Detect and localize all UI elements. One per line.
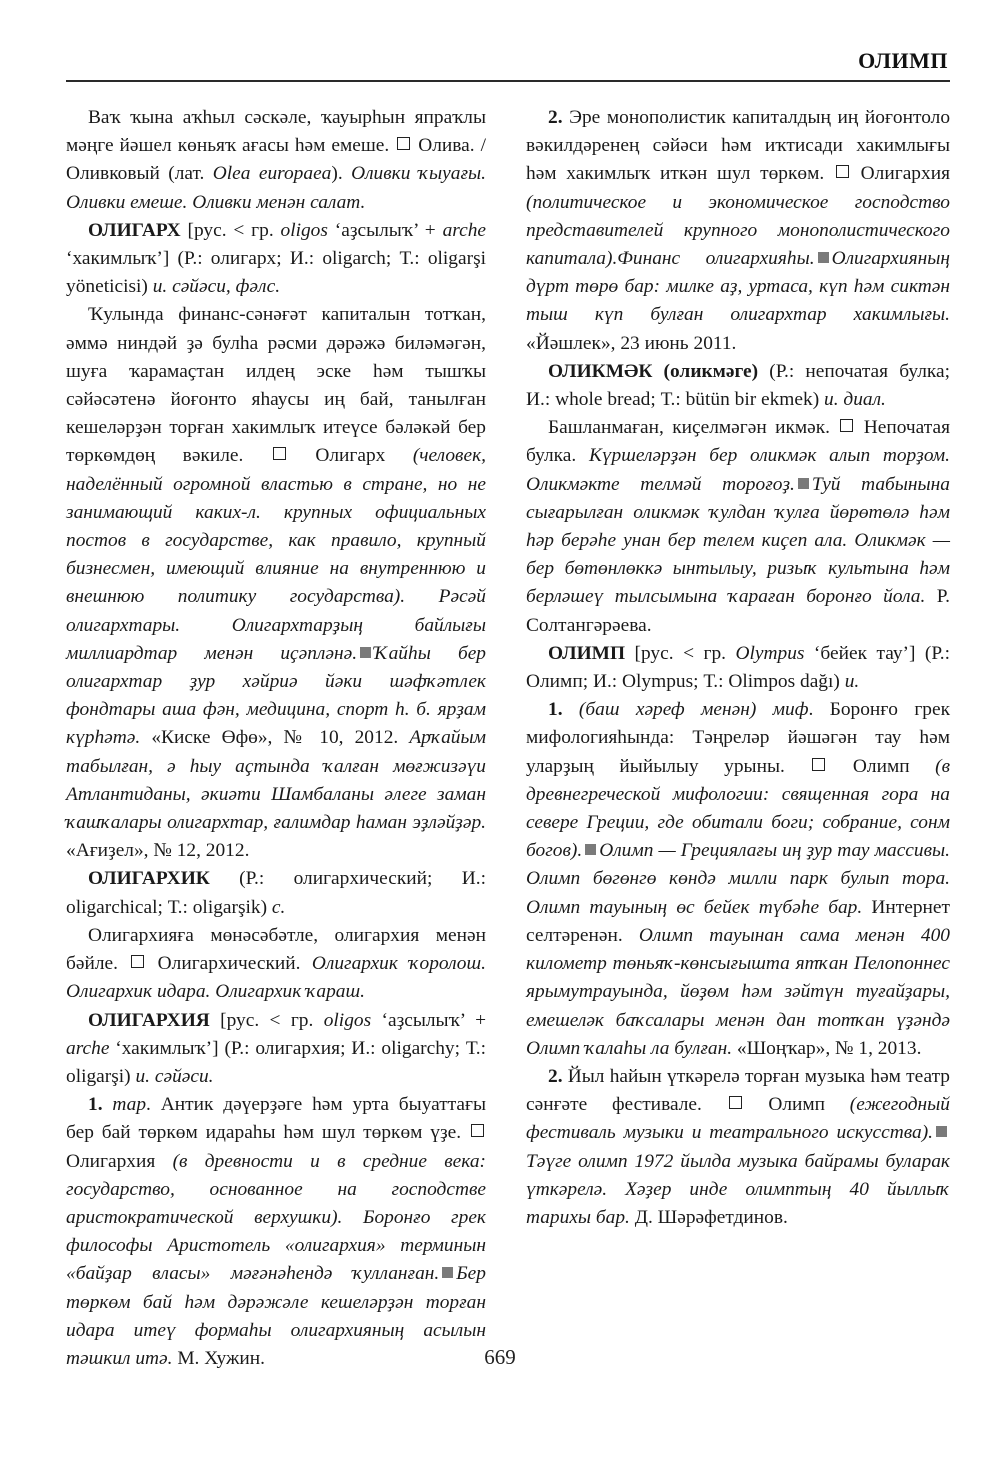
dictionary-paragraph bbox=[526, 104, 950, 358]
russian-equivalent-marker-icon bbox=[273, 447, 286, 460]
text-run: ‘аҙсылыҡ’ + bbox=[371, 1009, 486, 1031]
italic-text: Тәүге олимп 1972 йылда музыка байрамы буларак үткәрелә. Хәҙер инде олимптың 40 йыллыҡ тарихы бар. bbox=[526, 1150, 950, 1228]
russian-equivalent-marker-icon bbox=[131, 955, 144, 968]
running-head: ОЛИМП bbox=[858, 48, 948, 73]
text-run: . Боронғо грек мифологияһында: Тәңреләр йәшәгән тау һәм уларҙың йыйылыу урыны. bbox=[526, 699, 951, 777]
italic-text: Ҡайһы бер олигархтар ҙур хәйриә йәки шәфҡәтлек фондтары аша фән, медицина, спорт һ. б. ярҙам күрһәтә. bbox=[66, 642, 487, 749]
example-marker-icon bbox=[585, 844, 596, 855]
example-marker-icon bbox=[936, 1126, 947, 1137]
text-run: [рус. < гр. bbox=[625, 642, 736, 664]
text-run: ). bbox=[331, 163, 352, 185]
right-column bbox=[526, 104, 950, 1232]
italic-text: (баш хәреф менән) миф bbox=[578, 699, 809, 721]
italic-text: Олигархик ҡоролош. Олигархик идара. Олигархик ҡараш. bbox=[66, 953, 486, 1003]
dictionary-paragraph bbox=[66, 104, 486, 217]
russian-equivalent-marker-icon bbox=[840, 419, 853, 432]
text-run: (Р.: олигархический; И.: oligarchical; Т.: oligarşik) bbox=[66, 868, 486, 918]
text-run: (Р.: непочатая булка; И.: whole bread; Т.: bütün bir ekmek) bbox=[526, 360, 950, 411]
text-run: Д. Шәрәфетдинов. bbox=[629, 1206, 788, 1228]
text-run: ‘хакимлыҡ’] (Р.: олигархия; И.: oligarchy; Т.: oligarşi) bbox=[66, 1037, 486, 1087]
italic-text: (в древности и в средние века: государство, основанное на господстве аристократической верхушки). Боронғо грек философы Аристотель «олигархия» терминын «байҙар власы» мәғәнәһендә ҡулланған. bbox=[66, 1150, 486, 1285]
italic-text: и. диал. bbox=[824, 389, 886, 411]
dictionary-paragraph bbox=[526, 696, 950, 1063]
headword: 1. bbox=[88, 1094, 113, 1116]
italic-text: Олигархияның дүрт төрө бар: милке аҙ, уртаса, күп һәм сиктән тыш күп булған олигархтар хакимлығы. bbox=[526, 248, 950, 326]
italic-text: oligos bbox=[323, 1009, 372, 1031]
italic-text: Туй табынына сығарылған оликмәк ҡулдан ҡулға йөрөтөлә һәм һәр берәһе унан бер телем киҫеп ала. Оликмәк — бер бөтөнлөккә ынтылыу, ризыҡ культына һәм берләшеү тылсымына ҡараған боронғо йола. bbox=[526, 473, 950, 608]
italic-text: Бер төркөм бай һәм дәрәжәле кешеләрҙән торған идара итеү формаһы олигархияның асылын тәшкил итә. bbox=[66, 1263, 486, 1369]
text-run: . Антик дәүерҙәге һәм урта быуаттағы бер бай төркөм идараһы һәм шул төркөм үҙе. bbox=[66, 1094, 487, 1144]
text-run: [рус. < гр. bbox=[180, 219, 281, 241]
example-marker-icon bbox=[360, 647, 371, 658]
italic-text: с. bbox=[271, 896, 286, 918]
italic-text: arche bbox=[442, 219, 486, 241]
text-run: Олимп bbox=[827, 755, 936, 777]
text-run: Олигархический. bbox=[146, 953, 312, 975]
headword: ОЛИГАРХИК bbox=[88, 868, 210, 890]
text-run: Йыл һайын үткәрелә торған музыка һәм театр сәнғәте фестивале. bbox=[526, 1065, 950, 1116]
italic-text: arche bbox=[66, 1037, 110, 1059]
text-run: Олигархия bbox=[66, 1150, 173, 1172]
dictionary-paragraph bbox=[526, 640, 950, 696]
dictionary-paragraph bbox=[526, 414, 950, 640]
text-run: Олимп bbox=[743, 1094, 850, 1116]
italic-text: (в древнегреческой мифологии: священная гора на севере Греции, где обитали боги; собрание, сонм богов). bbox=[526, 755, 950, 862]
text-run: ‘аҙсылыҡ’ + bbox=[327, 219, 443, 241]
italic-text: и. сәйәси. bbox=[135, 1065, 214, 1087]
text-run: Ваҡ ҡына аҡһыл сәскәле, ҡауырһын япраҡлы мәңге йәшел көньяҡ ағасы һәм емеше. bbox=[66, 107, 486, 157]
text-run: Непочатая булка. bbox=[526, 417, 950, 467]
text-run: «Киске Өфө», № 10, 2012. bbox=[140, 727, 410, 749]
italic-text: Олимп — Грециялағы иң ҙур тау массивы. Олимп бөгөнгө көндә милли парк булып тора. Олимп тауының өс бейек түбәһе бар. bbox=[526, 840, 950, 918]
italic-text: и. bbox=[844, 671, 860, 693]
text-run: ‘хакимлыҡ’] (Р.: олигарх; И.: oligarch; Т.: oligarşi yöneticisi) bbox=[66, 248, 486, 298]
text-run: Эре монополистик капиталдың иң йоғонтоло вәкилдәренең сәйәси һәм иҡтисади хакимлығы һәм хакимлыҡ иткән шул төркөм. bbox=[526, 107, 951, 185]
text-run: Олигархия bbox=[850, 163, 950, 185]
italic-text: и. сәйәси, фәлс. bbox=[152, 276, 281, 298]
headword: ОЛИГАРХ bbox=[88, 219, 181, 241]
italic-text: Olea europaea bbox=[212, 163, 332, 185]
text-run: М. Хужин. bbox=[172, 1347, 265, 1369]
text-run: [рус. < гр. bbox=[209, 1009, 324, 1031]
russian-equivalent-marker-icon bbox=[397, 137, 410, 150]
text-run: Ҡулында финанс-сәнәғәт капиталын тотҡан, әммә ниндәй ҙә булһа рәсми дәрәжә биләмәгән, шуға ҡарамаҫтан илдең эске һәм тышҡы сәйәсәтенә йоғонто яһаусы иң бай, танылған кешеләрҙән торған хакимлыҡ итеүсе бәләкәй бер төркөмдөң вәкиле. bbox=[66, 304, 486, 467]
russian-equivalent-marker-icon bbox=[812, 758, 825, 771]
text-run: ‘бейек тау’] (Р.: Олимп; И.: Olympus; Т.: Olimpos dağı) bbox=[526, 642, 950, 693]
italic-text: Арҡайым табылған, ә һыу аҫтында ҡалған мөғжизәүи Атлантиданы, әкиәти Шамбаланы әлеге заман ҡашҡалары олигархтар, ғалимдар һаман эҙләйҙәр. bbox=[66, 727, 486, 834]
headword: 2. bbox=[548, 107, 570, 128]
dictionary-paragraph bbox=[66, 217, 486, 302]
example-marker-icon bbox=[442, 1267, 453, 1278]
russian-equivalent-marker-icon bbox=[471, 1124, 484, 1137]
text-run: «Йәшлек», 23 июнь 2011. bbox=[526, 332, 737, 354]
text-run: Олигарх bbox=[287, 445, 413, 467]
italic-text: Күршеләрҙән бер оликмәк алып торҙом. Оликмәкте телмәй тороғоҙ. bbox=[526, 445, 950, 495]
example-marker-icon bbox=[798, 478, 809, 489]
text-run: Р. Солтангәрәева. bbox=[526, 586, 950, 636]
italic-text: (ежегодный фестиваль музыки и театрального искусства). bbox=[526, 1094, 950, 1144]
text-run: Интернет селтәренән. bbox=[526, 896, 950, 946]
header-rule bbox=[66, 80, 950, 82]
text-run: Олива. / Оливковый (лат. bbox=[66, 135, 486, 185]
italic-text: oligos bbox=[280, 219, 328, 241]
russian-equivalent-marker-icon bbox=[836, 165, 849, 178]
headword: 1. bbox=[548, 699, 579, 721]
italic-text: Олимп тауынан сама менән 400 километр төньяҡ-көнсығышта ятҡан Пелопоннес ярымутрауында, йөҙөм һәм зәйтүн туғайҙары, емешеләк баҡсалары менән дан тотҡан үҙәндә Олимп ҡалаһы ла булған. bbox=[526, 924, 950, 1059]
text-run: «Ағиҙел», № 12, 2012. bbox=[66, 840, 250, 862]
headword: ОЛИМП bbox=[548, 642, 626, 664]
headword: ОЛИКМӘК (оликмәге) bbox=[548, 360, 759, 382]
dictionary-paragraph bbox=[66, 922, 486, 1007]
dictionary-paragraph bbox=[66, 1007, 486, 1092]
text-run: Башланмаған, киҫелмәгән икмәк. bbox=[548, 417, 839, 439]
russian-equivalent-marker-icon bbox=[729, 1096, 742, 1109]
dictionary-paragraph bbox=[66, 301, 486, 865]
italic-text: (человек, наделённый огромной властью в стране, но не занимающий каких-л. крупных официальных постов в государстве, как правило, крупный бизнесмен, имеющий влияние на внутреннюю и внешнюю политику государства). Рәсәй олигархтары. Олигархтарҙың байлығы миллиардтар менән иҫәпләнә. bbox=[66, 445, 487, 664]
left-column bbox=[66, 104, 486, 1373]
text-run: «Шоңҡар», № 1, 2013. bbox=[732, 1037, 922, 1059]
dictionary-paragraph bbox=[526, 358, 950, 414]
page-number: 669 bbox=[484, 1345, 516, 1369]
italic-text: тар bbox=[112, 1094, 147, 1116]
headword: 2. bbox=[548, 1065, 568, 1087]
italic-text: (политическое и экономическое господство представителей крупного монополистического капитала).Финанс олигархияһы. bbox=[526, 191, 950, 270]
dictionary-paragraph bbox=[66, 1091, 486, 1373]
dictionary-paragraph bbox=[526, 1063, 950, 1232]
example-marker-icon bbox=[818, 252, 829, 263]
text-run: Олигархияға мөнәсәбәтле, олигархия менән бәйле. bbox=[66, 924, 486, 975]
dictionary-paragraph bbox=[66, 865, 486, 921]
headword: ОЛИГАРХИЯ bbox=[88, 1009, 210, 1031]
italic-text: Olympus bbox=[735, 642, 805, 664]
italic-text: Оливки ҡыуағы. Оливки емеше. Оливки менән салат. bbox=[66, 163, 487, 213]
